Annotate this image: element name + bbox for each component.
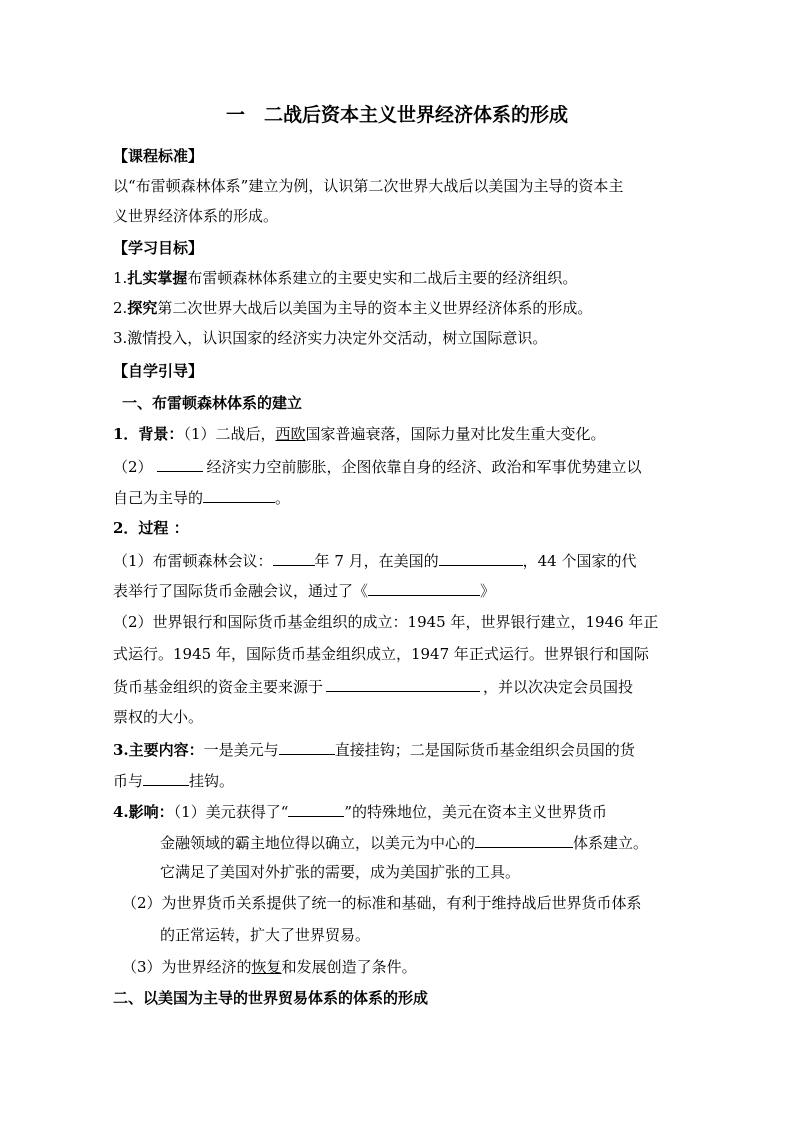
process-text: ，并以次决定会员国投 bbox=[483, 678, 634, 696]
process-line-1 bbox=[113, 550, 637, 571]
main-content-text: 一是美元与 bbox=[203, 741, 279, 759]
effect-text: ”的特殊地位，美元在资本主义世界货币 bbox=[344, 803, 608, 821]
fill-blank[interactable] bbox=[326, 676, 480, 692]
process-text: 表举行了国际货币金融会议，通过了《 bbox=[113, 582, 369, 600]
goal-1-number: 1. bbox=[113, 269, 128, 287]
effect-text: （1）美元获得了“ bbox=[173, 803, 289, 821]
fill-blank[interactable] bbox=[368, 580, 480, 596]
effect-line-3: 它满足了美国对外扩张的需要，成为美国扩张的工具。 bbox=[160, 863, 521, 881]
process-line-4: 式运行。1945 年，国际货币基金组织成立，1947 年正式运行。世界银行和国际 bbox=[113, 645, 649, 663]
effect-line-5: 的正常运转，扩大了世界贸易。 bbox=[160, 926, 371, 944]
process-line-6: 票权的大小。 bbox=[113, 708, 204, 726]
background-underlined-term: 西欧 bbox=[275, 425, 306, 443]
main-content-line-1 bbox=[113, 739, 635, 760]
effect-line-1 bbox=[113, 801, 607, 822]
goal-item-3: 3.激情投入，认识国家的经济实力决定外交活动，树立国际意识。 bbox=[113, 329, 548, 347]
process-label: 2．过程 ： bbox=[113, 519, 189, 537]
background-text: 。 bbox=[275, 489, 291, 507]
process-text: 货币基金组织的资金主要来源于 bbox=[113, 678, 324, 696]
main-content-text: 币与 bbox=[113, 772, 144, 790]
effect-underlined-term: 恢复 bbox=[251, 958, 282, 976]
background-text: （1）二战后， bbox=[183, 425, 276, 443]
background-line-3 bbox=[113, 487, 290, 508]
main-content-text: 挂钩。 bbox=[189, 772, 235, 790]
fill-blank[interactable] bbox=[475, 832, 573, 848]
goal-item-2 bbox=[113, 298, 592, 318]
goal-1-text: 布雷顿森林体系建立的主要史实和二战后主要的经济组织。 bbox=[187, 269, 578, 287]
effect-line-2 bbox=[160, 832, 648, 853]
background-text: （2） bbox=[113, 458, 153, 476]
goal-1-keyword: 扎实掌握 bbox=[127, 269, 188, 287]
fill-blank[interactable] bbox=[143, 770, 189, 786]
process-text: 》 bbox=[480, 582, 496, 600]
fill-blank[interactable] bbox=[439, 550, 523, 566]
background-line-1 bbox=[113, 424, 606, 444]
background-text: 国家普遍衰落，国际力量对比发生重大变化。 bbox=[305, 425, 606, 443]
effect-text: 体系建立。 bbox=[573, 834, 649, 852]
fill-blank[interactable] bbox=[288, 801, 344, 817]
goal-2-keyword: 探究 bbox=[127, 299, 158, 317]
effect-text: 和发展创造了条件。 bbox=[281, 958, 417, 976]
curriculum-heading: 【课程标准】 bbox=[113, 147, 204, 165]
fill-blank[interactable] bbox=[203, 487, 275, 503]
goal-2-number: 2. bbox=[113, 299, 128, 317]
process-line-3: （2）世界银行和国际货币基金组织的成立：1945 年，世界银行建立，1946 年正 bbox=[113, 613, 659, 631]
background-label: 1．背景： bbox=[113, 425, 184, 443]
main-content-label: 3.主要内容： bbox=[113, 741, 204, 759]
main-content-line-2 bbox=[113, 770, 234, 791]
effect-text: 金融领域的霸主地位得以确立，以美元为中心的 bbox=[160, 834, 476, 852]
process-text: （1）布雷顿森林会议： bbox=[113, 552, 273, 570]
effect-text: （3）为世界经济的 bbox=[122, 958, 252, 976]
curriculum-text-line2: 义世界经济体系的形成。 bbox=[113, 207, 279, 225]
goal-item-1 bbox=[113, 268, 577, 288]
effect-label: 4.影响： bbox=[113, 803, 174, 821]
section-1-heading: 一、布雷顿森林体系的建立 bbox=[122, 394, 303, 412]
curriculum-text-line1: 以“布雷顿森林体系”建立为例，认识第二次世界大战后以美国为主导的资本主 bbox=[113, 177, 624, 195]
fill-blank[interactable] bbox=[157, 456, 203, 472]
background-text: 经济实力空前膨胀，企图依靠自身的经济、政治和军事优势建立以 bbox=[206, 458, 642, 476]
process-line-5 bbox=[113, 676, 633, 697]
goals-heading: 【学习目标】 bbox=[113, 239, 204, 257]
section-2-heading: 二、以美国为主导的世界贸易体系的体系的形成 bbox=[113, 989, 429, 1007]
main-content-text: 直接挂钩；二是国际货币基金组织会员国的货 bbox=[334, 741, 635, 759]
goal-2-text: 第二次世界大战后以美国为主导的资本主义世界经济体系的形成。 bbox=[157, 299, 593, 317]
background-line-2 bbox=[113, 456, 642, 477]
fill-blank[interactable] bbox=[279, 739, 335, 755]
effect-line-4: （2）为世界货币关系提供了统一的标准和基础，有利于维持战后世界货币体系 bbox=[122, 894, 642, 912]
guide-heading: 【自学引导】 bbox=[113, 362, 204, 380]
page-title: 一 二战后资本主义世界经济体系的形成 bbox=[225, 104, 568, 126]
process-text: ，44 个国家的代 bbox=[522, 552, 637, 570]
fill-blank[interactable] bbox=[273, 550, 315, 566]
process-text: 年 7 月，在美国的 bbox=[314, 552, 439, 570]
effect-line-6 bbox=[122, 957, 417, 977]
background-text: 自己为主导的 bbox=[113, 489, 204, 507]
process-line-2 bbox=[113, 580, 495, 601]
